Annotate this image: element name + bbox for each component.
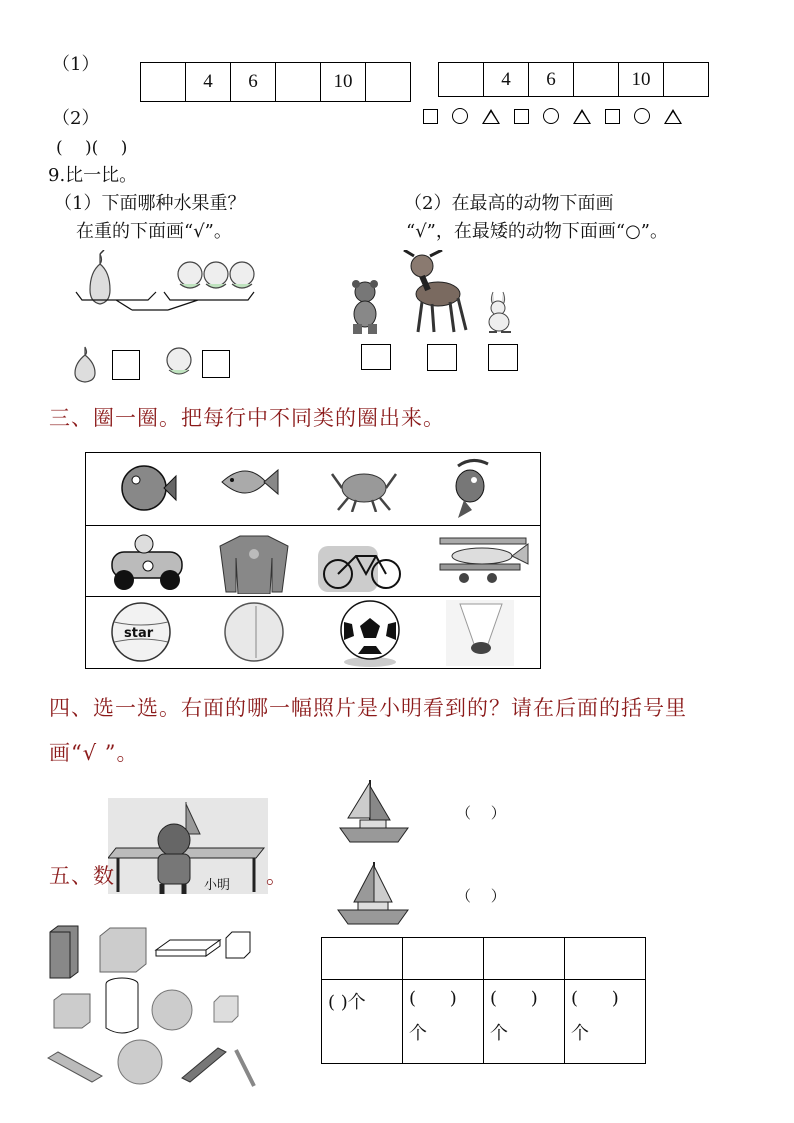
shirt-icon[interactable] [216, 532, 292, 594]
count-blank[interactable]: ( ) [571, 988, 619, 1009]
pear-icon [70, 343, 100, 383]
circle-icon [634, 108, 650, 124]
sailboat-photo-1-icon[interactable] [336, 776, 412, 850]
bicycle-icon[interactable] [316, 528, 406, 594]
seq-cell[interactable] [366, 63, 411, 102]
xiaoming-label: 小明 [204, 877, 231, 892]
triangle-icon [664, 109, 682, 124]
count-blank[interactable]: ( ) [409, 988, 457, 1009]
answer-box-deer[interactable] [427, 344, 457, 371]
cube-icon [100, 928, 146, 972]
triangle-icon [482, 109, 500, 124]
seq-cell[interactable] [574, 63, 619, 97]
q8-part1-label: （1） [52, 54, 100, 75]
soccer-ball-icon[interactable] [336, 598, 404, 668]
count-unit: 个 [409, 1023, 427, 1044]
seq-cell: 6 [529, 63, 574, 97]
sphere-icon [118, 1040, 162, 1084]
bear-icon [345, 280, 385, 336]
answer-box-pear[interactable] [112, 350, 140, 380]
peaches-icon [178, 262, 254, 288]
seq-cell: 4 [484, 63, 529, 97]
seq-cell: 4 [186, 63, 231, 102]
q9-part2-line2: “√”，在最矮的动物下面画“○”。 [406, 221, 668, 242]
circle-icon [543, 108, 559, 124]
answer-blank-photo-2[interactable]: （ ） [456, 887, 506, 905]
xiaoming-scene [108, 798, 268, 894]
svg-text:star: star [124, 626, 154, 641]
car-icon[interactable] [108, 530, 186, 594]
answer-box-peach[interactable] [202, 350, 230, 378]
solids-illustration [44, 922, 274, 1092]
boy-table-illustration [108, 798, 268, 894]
small-cube-icon [214, 996, 238, 1022]
answer-box-rabbit[interactable] [488, 344, 518, 371]
cube-icon [54, 994, 90, 1028]
triangle-icon [573, 109, 591, 124]
square-icon [605, 109, 620, 124]
q9-part2-line1: （2）在最高的动物下面画 [404, 193, 614, 214]
flat-cuboid-icon [156, 940, 220, 956]
section5-title-end: 。 [266, 864, 288, 888]
shuttlecock-icon[interactable] [446, 600, 514, 666]
fish-icon[interactable] [118, 456, 178, 518]
count-unit: 个 [490, 1023, 508, 1044]
section4-title-line1: 四、选一选。右面的哪一幅照片是小明看到的？请在后面的括号里 [49, 696, 687, 720]
count-cell[interactable] [403, 980, 484, 1064]
cylinder-icon [106, 978, 138, 1033]
seq-cell[interactable] [664, 63, 709, 97]
seq-cell: 10 [321, 63, 366, 102]
shape-pattern [423, 108, 682, 124]
answer-blank-photo-1[interactable]: （ ） [456, 804, 506, 822]
bar-icon [182, 1048, 226, 1082]
seq-cell: 10 [619, 63, 664, 97]
square-icon [423, 109, 438, 124]
sequence-row-right [438, 62, 709, 97]
square-icon [514, 109, 529, 124]
section5-title-start: 五、数 [49, 864, 115, 888]
count-unit: 个 [571, 1023, 589, 1044]
circle-icon [452, 108, 468, 124]
deer-icon [400, 250, 470, 336]
q8-part2-label: （2） [52, 108, 100, 129]
sailboat-photo-2-icon[interactable] [334, 858, 412, 932]
seq-cell: 6 [231, 63, 276, 102]
cuboid-icon [50, 926, 78, 978]
small-cube-icon [226, 932, 250, 958]
seq-cell[interactable] [439, 63, 484, 97]
plate-icon [48, 1052, 102, 1082]
sequence-row-left [140, 62, 411, 102]
fruit-balance-illustration [68, 250, 268, 320]
section3-title: 三、圈一圈。把每行中不同类的圈出来。 [49, 406, 445, 430]
ball-icon[interactable] [222, 600, 286, 664]
header-cell [484, 938, 565, 980]
fish-icon[interactable] [448, 456, 498, 522]
q9-part1-line1: （1）下面哪种水果重？ [54, 193, 246, 214]
rabbit-icon [477, 290, 521, 336]
seq-cell[interactable] [276, 63, 321, 102]
count-cell[interactable] [565, 980, 646, 1064]
header-cell [565, 938, 646, 980]
count-blank[interactable]: ( ) [490, 988, 538, 1009]
volleyball-icon[interactable] [108, 600, 174, 664]
pear-icon [90, 250, 110, 304]
peach-icon [163, 344, 195, 380]
q9-part1-line2: 在重的下面画“√”。 [76, 221, 232, 242]
section4-title-line2: 画“√ ”。 [49, 741, 139, 765]
airplane-icon[interactable] [434, 534, 532, 586]
sphere-icon [152, 990, 192, 1030]
count-blank[interactable]: ( )个 [328, 992, 366, 1013]
crab-icon[interactable] [328, 460, 400, 512]
count-cell[interactable] [484, 980, 565, 1064]
answer-blanks[interactable]: ( )( ) [56, 138, 128, 158]
seq-cell[interactable] [141, 63, 186, 102]
q9-title: 9.比一比。 [48, 165, 138, 186]
header-cell [403, 938, 484, 980]
header-cell [322, 938, 403, 980]
stick-icon [236, 1050, 254, 1086]
count-table [321, 937, 646, 1064]
fish-icon[interactable] [218, 458, 280, 508]
count-cell[interactable] [322, 980, 403, 1064]
answer-box-bear[interactable] [361, 344, 391, 370]
